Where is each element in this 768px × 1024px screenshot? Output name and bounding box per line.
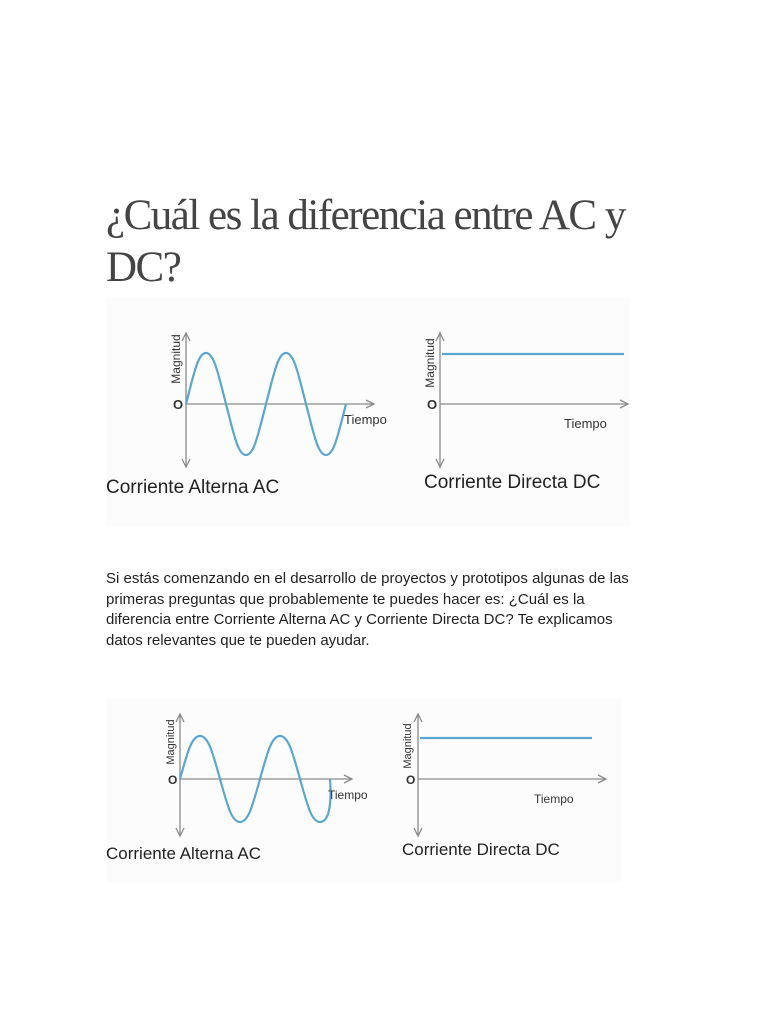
ac-caption: Corriente Alterna AC	[106, 477, 280, 498]
dc-origin-label: O	[427, 397, 438, 412]
dc-x-axis-label: Tiempo	[534, 792, 574, 806]
ac-chart	[106, 714, 368, 863]
ac-dc-figure-2	[106, 698, 622, 882]
ac-chart	[106, 333, 387, 498]
dc-chart	[402, 714, 606, 859]
intro-paragraph: Si estás comenzando en el desarrollo de proyectos y prototipos algunas de las primeras preguntas que probablemente te puedes hacer es: ¿Cuál es la diferencia entre Corriente Alterna AC y Corriente Directa DC? Te explicamos datos relevantes que te pueden ayudar.	[106, 570, 629, 649]
dc-caption: Corriente Directa DC	[402, 840, 560, 859]
dc-y-axis-label: Magnitud	[402, 723, 414, 769]
dc-caption: Corriente Directa DC	[424, 472, 601, 493]
dc-x-axis-label: Tiempo	[564, 416, 607, 431]
page-title: ¿Cuál es la diferencia entre AC y DC?	[106, 192, 625, 291]
ac-origin-label: O	[168, 773, 178, 787]
ac-x-axis-label: Tiempo	[328, 788, 368, 802]
ac-dc-diagram-1	[106, 297, 630, 527]
dc-y-axis-label: Magnitud	[423, 338, 437, 388]
ac-dc-figure-1	[106, 297, 630, 527]
ac-y-axis-label: Magnitud	[169, 334, 183, 384]
ac-origin-label: O	[173, 397, 184, 412]
dc-origin-label: O	[406, 773, 416, 787]
ac-y-axis-label: Magnitud	[165, 719, 177, 765]
dc-chart	[423, 333, 628, 493]
ac-x-axis-label: Tiempo	[344, 412, 387, 427]
ac-dc-diagram-2	[106, 698, 622, 882]
ac-caption: Corriente Alterna AC	[106, 844, 261, 863]
